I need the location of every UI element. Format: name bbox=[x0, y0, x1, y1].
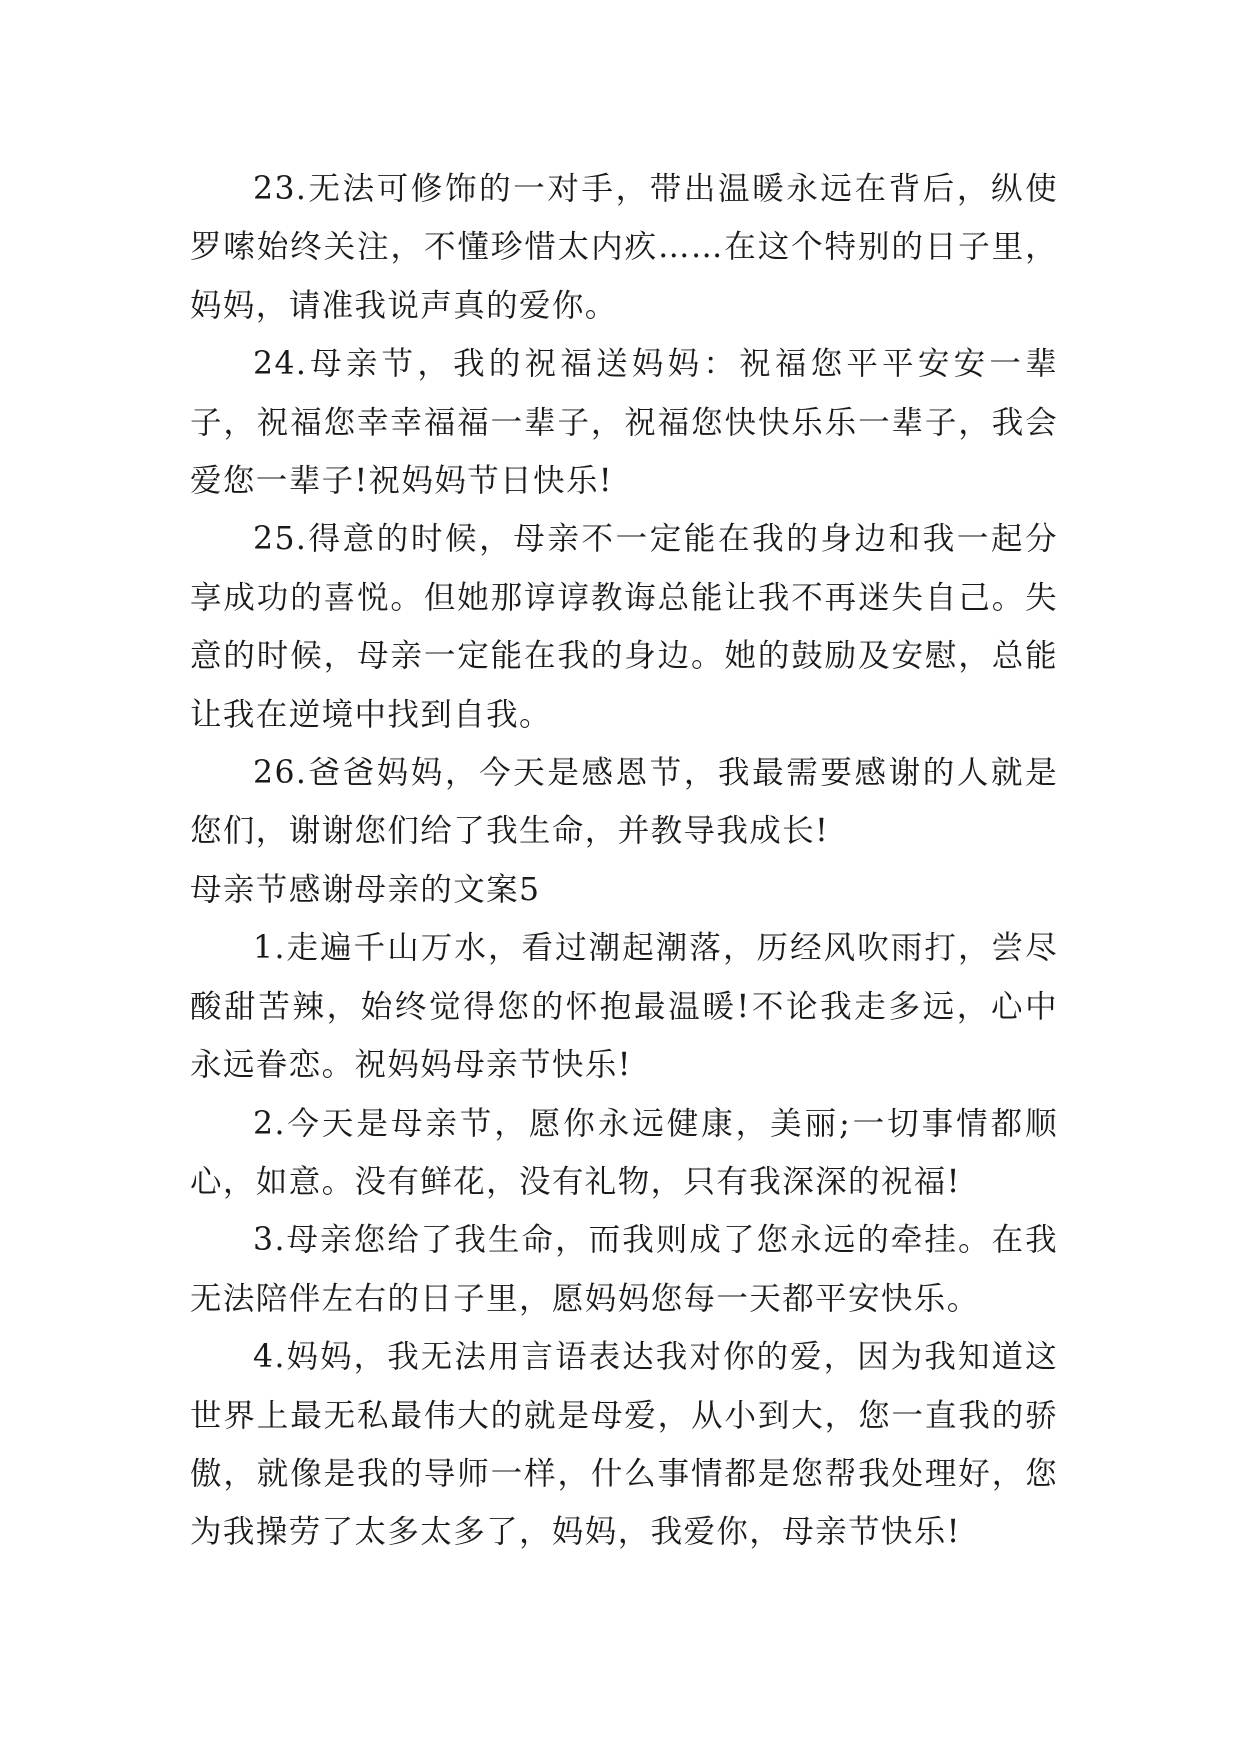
document-body bbox=[190, 160, 1058, 1562]
paragraph-2: 2.今天是母亲节，愿你永远健康，美丽;一切事情都顺心，如意。没有鲜花，没有礼物，只有我深深的祝福! bbox=[190, 1105, 1058, 1200]
paragraph-1: 1.走遍千山万水，看过潮起潮落，历经风吹雨打，尝尽酸甜苦辣，始终觉得您的怀抱最温暖!不论我走多远，心中永远眷恋。祝妈妈母亲节快乐! bbox=[190, 930, 1058, 1084]
paragraph-23: 23.无法可修饰的一对手，带出温暖永远在背后，纵使罗嗦始终关注，不懂珍惜太内疚……在这个特别的日子里，妈妈，请准我说声真的爱你。 bbox=[190, 171, 1058, 324]
section-heading: 母亲节感谢母亲的文案5 bbox=[190, 871, 541, 908]
paragraph-3: 3.母亲您给了我生命，而我则成了您永远的牵挂。在我无法陪伴左右的日子里，愿妈妈您每一天都平安快乐。 bbox=[190, 1222, 1058, 1317]
paragraph-4: 4.妈妈，我无法用言语表达我对你的爱，因为我知道这世界上最无私最伟大的就是母爱，从小到大，您一直我的骄傲，就像是我的导师一样，什么事情都是您帮我处理好，您为我操劳了太多太多了，妈妈，我爱你，母亲节快乐! bbox=[190, 1339, 1058, 1551]
paragraph-26: 26.爸爸妈妈，今天是感恩节，我最需要感谢的人就是您们，谢谢您们给了我生命，并教导我成长! bbox=[190, 755, 1058, 850]
paragraph-24: 24.母亲节，我的祝福送妈妈：祝福您平平安安一辈子，祝福您幸幸福福一辈子，祝福您快快乐乐一辈子，我会爱您一辈子!祝妈妈节日快乐! bbox=[190, 346, 1058, 500]
paragraph-25: 25.得意的时候，母亲不一定能在我的身边和我一起分享成功的喜悦。但她那谆谆教诲总能让我不再迷失自己。失意的时候，母亲一定能在我的身边。她的鼓励及安慰，总能让我在逆境中找到自我。 bbox=[190, 521, 1058, 733]
